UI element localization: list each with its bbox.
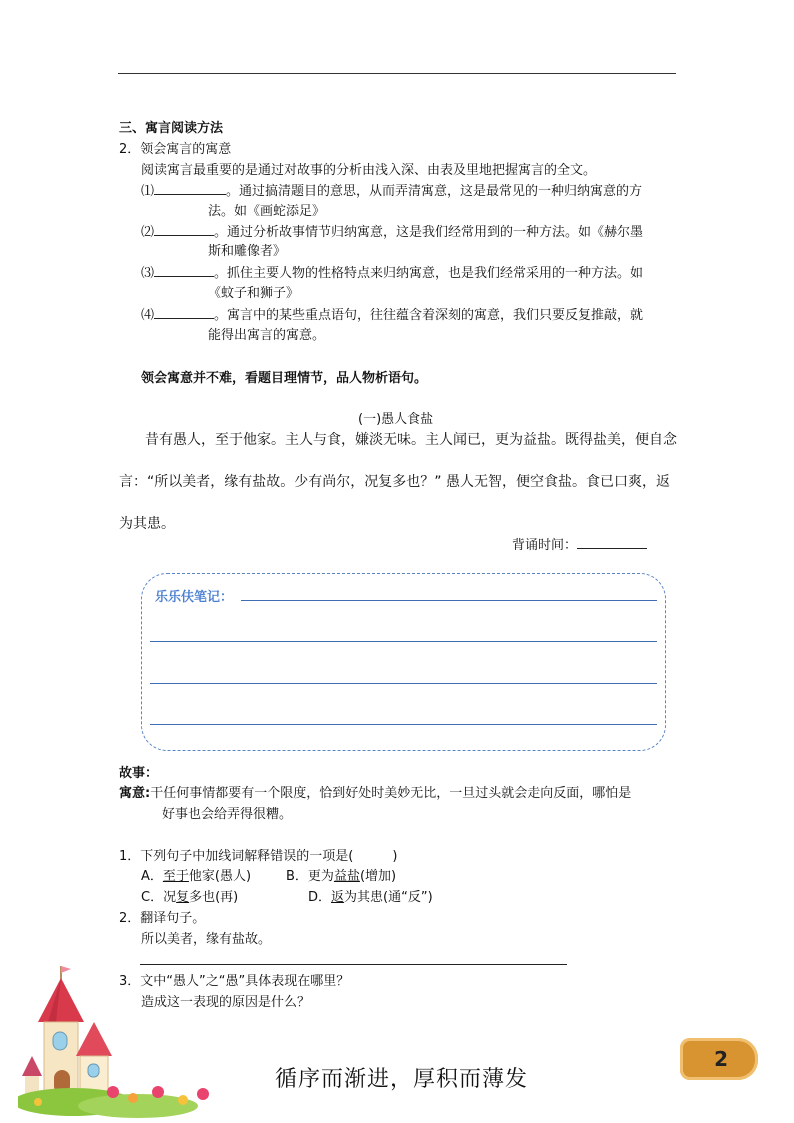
underlined-word: 返 [331,890,345,905]
option-text: 况 [163,890,177,905]
method-2 [141,223,643,242]
method-text: 。抓住主要人物的性格特点来归纳寓意，也是我们经常采用的一种方法。如 [214,266,644,281]
story-line-1: 昔有愚人，至于他家。主人与食，嫌淡无味。主人闻已，更为益盐。既得盐美，便自念 [145,432,677,448]
method-number: ⑵ [141,225,155,240]
story-line-3: 为其患。 [119,516,175,532]
recite-label: 背诵时间： [512,538,578,553]
option-text: 更为 [307,869,334,884]
item-title: 领会寓言的寓意 [140,142,232,157]
option-c [141,889,238,907]
item-heading [119,141,231,159]
footer-motto: 循序而渐进，厚积而薄发 [275,1067,529,1092]
method-1 [141,182,642,201]
method-number: ⑷ [141,308,155,323]
moral-line-1 [119,785,631,803]
method-3-cont: 《蚊子和狮子》 [208,286,300,301]
story-title: (一)愚人食盐 [358,412,434,427]
castle-illustration-icon [18,960,218,1120]
notes-line[interactable] [150,724,657,725]
moral-line-2: 好事也会给弄得很糟。 [162,807,293,822]
story-line-2: 言：“所以美者，缘有盐故。少有尚尔，况复多也？” 愚人无智，便空食盐。食已口爽，返 [119,474,670,490]
recite-time [512,536,647,555]
option-b [286,868,396,886]
method-4-cont: 能得出寓言的寓意。 [208,328,326,343]
question-3-sub: 造成这一表现的原因是什么？ [141,995,311,1010]
moral-text: 干任何事情都要有一个限度，恰到好处时美妙无比，一旦过头就会走向反面，哪怕是 [150,786,632,801]
option-prefix: D． [308,890,332,905]
option-prefix: B． [286,869,308,884]
option-text: 他家(愚人) [188,869,252,884]
notes-line[interactable] [241,600,657,601]
answer-blank[interactable] [154,223,214,236]
reading-tip: 领会寓意并不难，看题目理情节，品人物析语句。 [141,371,428,386]
story-label: 故事： [119,766,159,781]
option-a [141,868,251,886]
option-text: 为其患(通“反”) [344,890,433,905]
intro-text: 阅读寓言最重要的是通过对故事的分析由浅入深、由表及里地把握寓言的全文。 [141,163,597,178]
method-text: 。寓言中的某些重点语句，往往蕴含着深刻的寓意，我们只要反复推敲，就 [214,308,644,323]
method-4 [141,306,643,325]
notes-title: 乐乐伕笔记： [155,590,234,605]
method-number: ⑶ [141,266,155,281]
method-2-cont: 斯和雕像者》 [208,244,287,259]
notes-line[interactable] [150,683,657,684]
method-3 [141,264,643,283]
method-number: ⑴ [141,184,155,199]
header-rule [118,73,676,74]
question-2-sentence: 所以美者，缘有盐故。 [141,932,272,947]
item-number: 2． [119,142,141,157]
underlined-word: 至于 [162,869,189,884]
section-heading: 三、寓言阅读方法 [119,121,224,136]
notes-line[interactable] [150,641,657,642]
page-number-tab [680,1038,758,1080]
page-number: 2 [714,1047,728,1071]
answer-blank[interactable] [154,306,214,319]
method-text: 。通过分析故事情节归纳寓意，这是我们经常用到的一种方法。如《赫尔墨 [214,225,644,240]
question-1: 1．下列句子中加线词解释错误的一项是( ) [119,849,398,864]
question-3: 3．文中“愚人”之“愚”具体表现在哪里？ [119,974,350,989]
option-text: (增加) [359,869,397,884]
underlined-word: 益盐 [333,869,360,884]
method-text: 。通过搞清题目的意思，从而弄清寓意，这是最常见的一种归纳寓意的方 [226,184,643,199]
option-prefix: C． [141,890,164,905]
underlined-word: 复 [176,890,190,905]
answer-blank[interactable] [154,182,226,195]
option-text: 多也(再) [189,890,239,905]
moral-label: 寓意: [119,786,151,801]
recite-time-blank[interactable] [577,536,647,549]
question-2: 2．翻译句子。 [119,911,206,926]
option-prefix: A． [141,869,163,884]
option-d [308,889,433,907]
method-1-cont: 法。如《画蛇添足》 [208,204,326,219]
answer-blank[interactable] [154,264,214,277]
